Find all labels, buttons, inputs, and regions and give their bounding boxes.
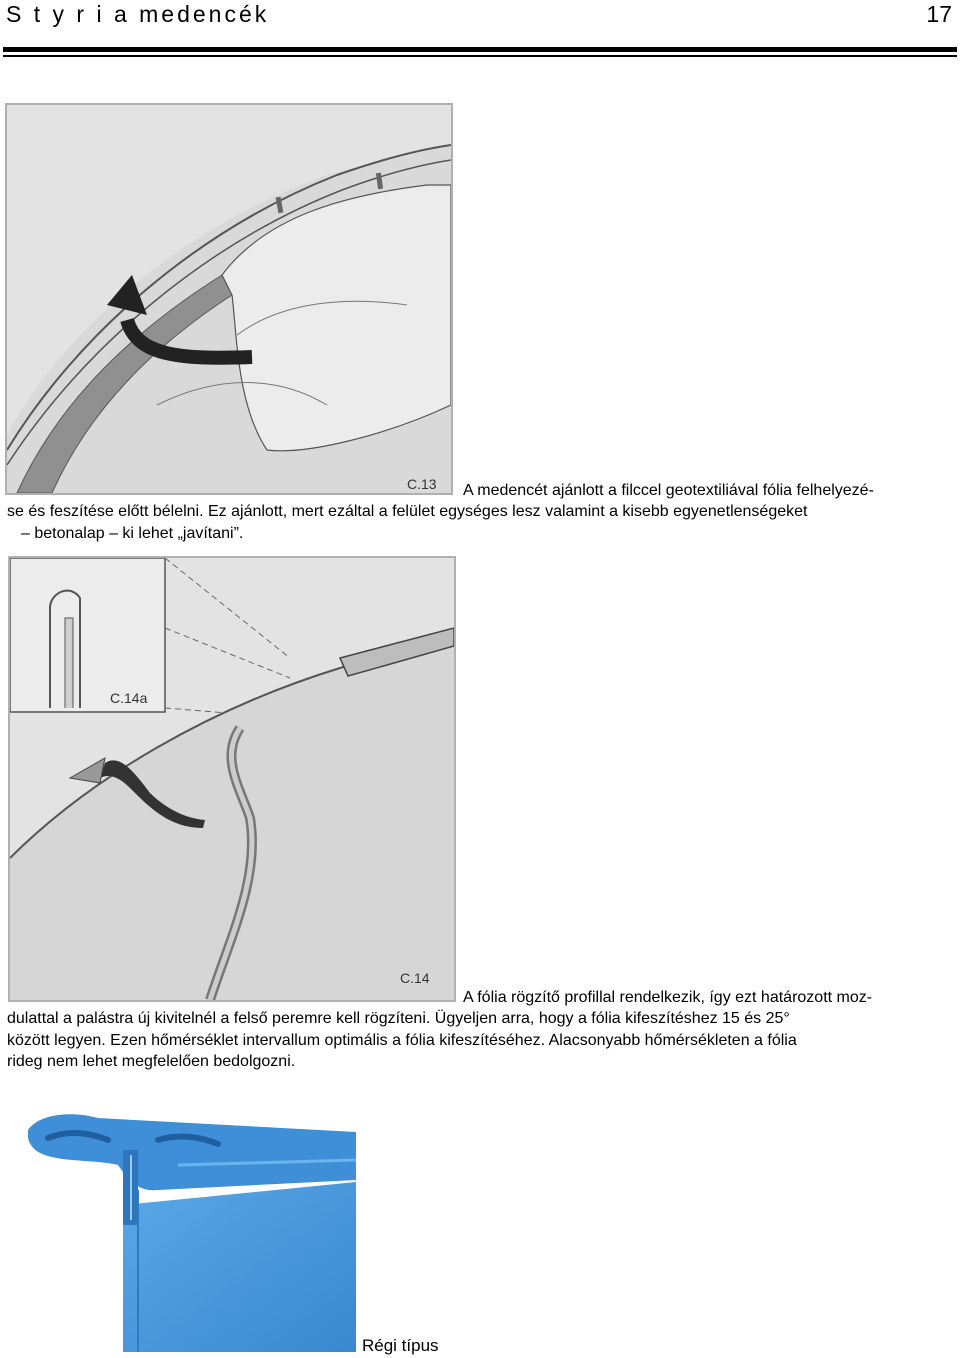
paragraph-liner-line3: között legyen. Ezen hőmérséklet intervallum optimális a fólia kifeszítéséhez. Alacsonyabb hőmérsékleten a fólia [7, 1032, 797, 1049]
paragraph-liner-line1: A fólia rögzítő profillal rendelkezik, így ezt határozott moz- [463, 989, 873, 1006]
paragraph-liner-profile [7, 987, 953, 1075]
paragraph-geotextile [7, 480, 953, 546]
paragraph-liner-line4: rideg nem lehet megfelelően bedolgozni. [7, 1053, 296, 1070]
figure-c13-drawing [7, 105, 451, 493]
figure-c14a-label: C.14a [110, 690, 148, 706]
header-title: S t y r i a medencék [6, 1, 270, 27]
paragraph-geotextile-line2: se és feszítése előtt bélelni. Ez ajánlott, mert ezáltal a felület egységes lesz valamint a kisebb egyenetlenségeket [7, 503, 808, 520]
photo-old-type-image [28, 1110, 356, 1352]
figure-c14-drawing [10, 558, 454, 1000]
photo-caption: Régi típus [362, 1336, 439, 1355]
paragraph-geotextile-line1: A medencét ajánlott a filccel geotextiliával fólia felhelyezé- [463, 482, 874, 499]
figure-c14-label: C.14 [400, 970, 430, 986]
figure-c14 [8, 556, 456, 1002]
photo-old-type [28, 1110, 356, 1352]
paragraph-liner-line2: dulattal a palástra új kivitelnél a felső peremre kell rögzíteni. Ügyeljen arra, hogy a fólia kifeszítéshez 15 és 25° [7, 1010, 790, 1027]
header-rule-thick [3, 47, 957, 52]
page-number: 17 [926, 1, 952, 27]
header-rule-thin [3, 55, 957, 57]
figure-c13-label: C.13 [407, 476, 437, 492]
figure-c13 [5, 103, 453, 495]
paragraph-geotextile-line3: – betonalap – ki lehet „javítani”. [21, 525, 244, 542]
